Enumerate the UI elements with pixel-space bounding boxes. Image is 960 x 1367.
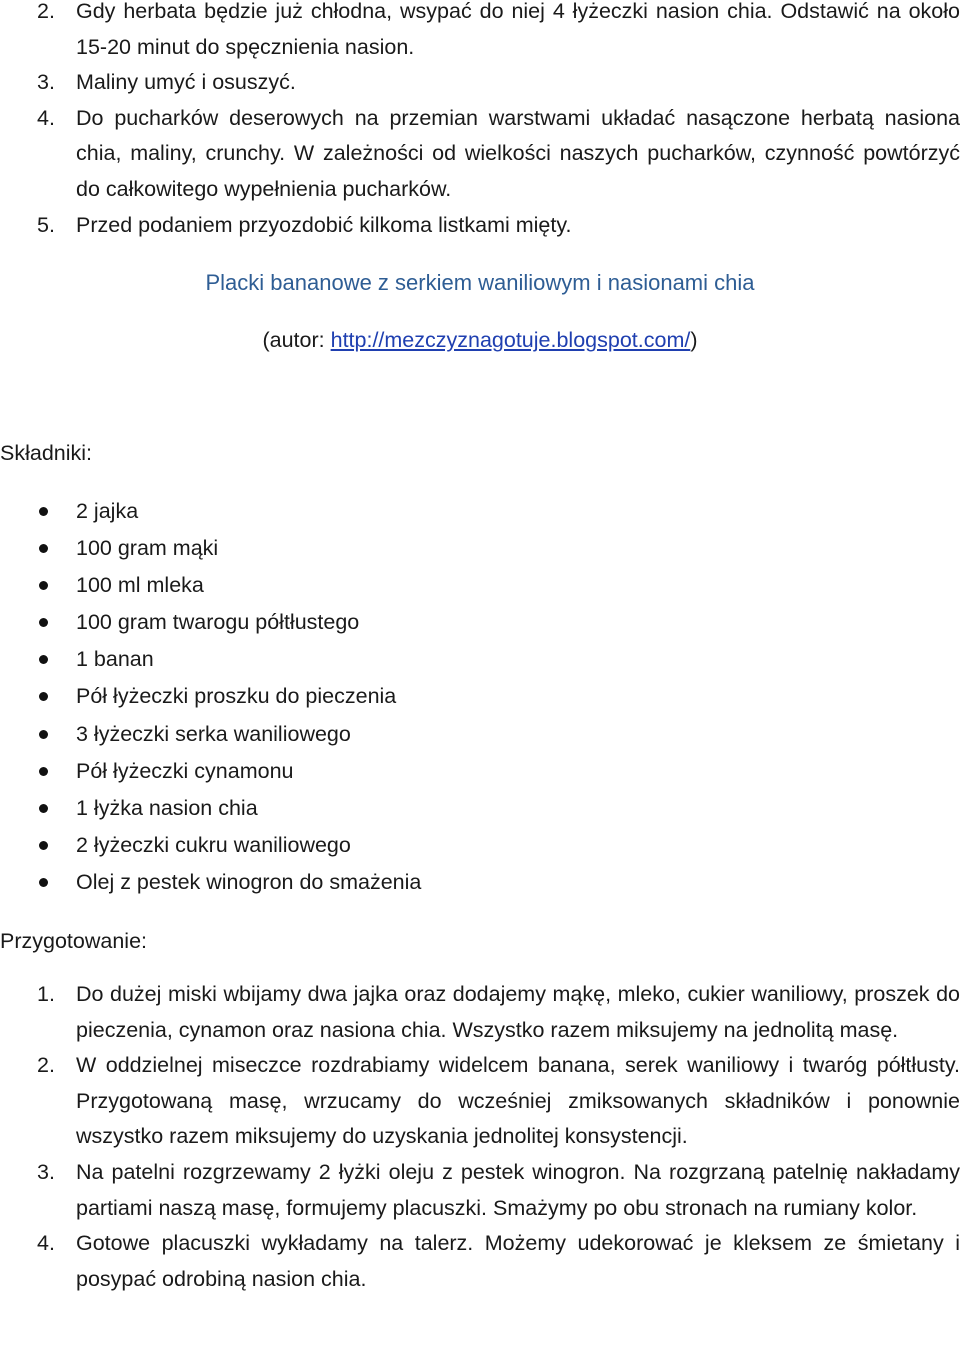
list-item [0, 679, 421, 716]
step-number: 4. [37, 105, 55, 130]
ingredient-text: 100 gram twarogu półtłustego [76, 610, 360, 635]
bullet-icon [39, 507, 48, 516]
list-item [0, 568, 421, 605]
list-item [0, 1155, 960, 1226]
list-item [0, 642, 421, 679]
bullet-icon [39, 581, 48, 590]
step-text: Gdy herbata będzie już chłodna, wsypać do niej 4 łyżeczki nasion chia. Odstawić na około 15-20 minut do spęcznienia nasion. [76, 0, 960, 59]
list-item [0, 1048, 960, 1155]
step-text: Do pucharków deserowych na przemian warstwami układać nasączone herbatą nasiona chia, maliny, crunchy. W zależności od wielkości naszych pucharków, czynność powtórzyć do całkowitego wypełnienia pucharków. [76, 105, 960, 201]
step-text: W oddzielnej miseczce rozdrabiamy widelcem banana, serek waniliowy i twaróg półtłusty. Przygotowaną masę, wrzucamy do wcześniej zmiksowanych składników i ponownie wszystko razem miksujemy do uzyskania jednolitej konsystencji. [76, 1053, 960, 1149]
list-item [0, 1226, 960, 1297]
list-item [0, 605, 421, 642]
step-text: Do dużej miski wbijamy dwa jajka oraz dodajemy mąkę, mleko, cukier waniliowy, proszek do pieczenia, cynamon oraz nasiona chia. Wszystko razem miksujemy na jednolitą masę. [76, 982, 960, 1042]
list-item [0, 791, 421, 828]
bullet-icon [39, 544, 48, 553]
list-item [0, 65, 960, 101]
list-item [0, 717, 421, 754]
previous-recipe-steps [0, 0, 960, 243]
list-item [0, 208, 960, 244]
list-item [0, 828, 421, 865]
list-item [0, 494, 421, 531]
step-number: 2. [37, 0, 55, 23]
list-item [0, 0, 960, 65]
step-number: 1. [37, 982, 55, 1006]
step-number: 5. [37, 212, 55, 237]
step-text: Maliny umyć i osuszyć. [76, 70, 296, 95]
ingredients-heading: Składniki: [0, 441, 93, 465]
ingredient-text: Pół łyżeczki cynamonu [76, 758, 294, 783]
author-link[interactable]: http://mezczyznagotuje.blogspot.com/ [330, 328, 691, 352]
step-number: 4. [37, 1231, 55, 1256]
ingredient-text: 1 łyżka nasion chia [76, 795, 258, 820]
step-number: 2. [37, 1053, 55, 1078]
list-item [0, 865, 421, 902]
bullet-icon [39, 878, 48, 887]
step-text: Gotowe placuszki wykładamy na talerz. Możemy udekorować je kleksem ze śmietany i posypać odrobiną nasion chia. [76, 1231, 960, 1291]
author-prefix: (autor: [262, 328, 331, 352]
ingredients-list [0, 494, 421, 902]
step-number: 3. [37, 1159, 55, 1184]
step-number: 3. [37, 70, 55, 95]
ingredient-text: 2 jajka [76, 499, 139, 523]
list-item [0, 754, 421, 791]
ingredient-text: 1 banan [76, 647, 154, 672]
list-item [0, 101, 960, 208]
bullet-icon [39, 730, 48, 739]
preparation-steps [0, 977, 960, 1297]
list-item [0, 531, 421, 568]
preparation-heading: Przygotowanie: [0, 929, 147, 953]
step-text: Na patelni rozgrzewamy 2 łyżki oleju z pestek winogron. Na rozgrzaną patelnię nakładamy partiami naszą masę, formujemy placuszki. Smażymy po obu stronach na rumiany kolor. [76, 1159, 960, 1220]
ingredient-text: 100 gram mąki [76, 536, 219, 561]
bullet-icon [39, 767, 48, 776]
step-text: Przed podaniem przyozdobić kilkoma listkami mięty. [76, 212, 572, 237]
ingredient-text: 2 łyżeczki cukru waniliowego [76, 832, 351, 857]
ingredient-text: 100 ml mleka [76, 573, 204, 598]
recipe-title: Placki bananowe z serkiem waniliowym i nasionami chia [205, 270, 755, 295]
ingredient-text: 3 łyżeczki serka waniliowego [76, 721, 351, 746]
author-suffix: ) [690, 328, 698, 352]
bullet-icon [39, 692, 48, 701]
list-item [0, 977, 960, 1048]
bullet-icon [39, 618, 48, 627]
author-line [0, 323, 960, 357]
bullet-icon [39, 804, 48, 813]
ingredient-text: Pół łyżeczki proszku do pieczenia [76, 684, 397, 709]
bullet-icon [39, 655, 48, 664]
ingredient-text: Olej z pestek winogron do smażenia [76, 869, 422, 894]
bullet-icon [39, 841, 48, 850]
